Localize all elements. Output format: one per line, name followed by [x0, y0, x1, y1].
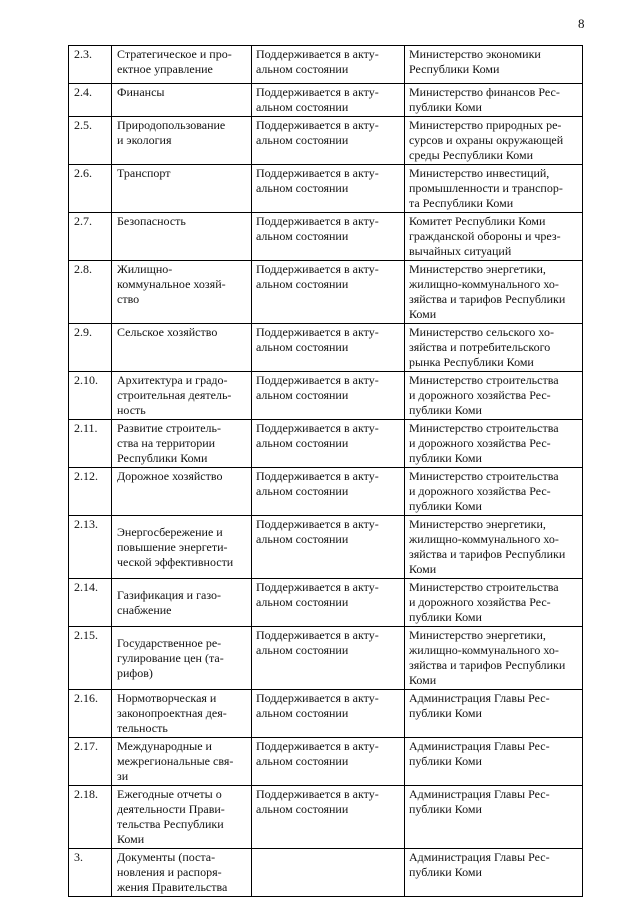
section-name-cell: Дорожное хозяйство [112, 468, 252, 516]
responsible-org-cell: Министерство энергетики, жилищно-коммунального хо- зяйства и тарифов Республики Коми [405, 516, 583, 579]
row-number-cell: 2.18. [69, 786, 112, 849]
responsible-org-cell: Министерство экономики Республики Коми [405, 46, 583, 84]
table-row [69, 849, 583, 897]
table-row [69, 372, 583, 420]
responsible-org-cell: Министерство финансов Рес- публики Коми [405, 84, 583, 117]
section-name-cell: Природопользование и экология [112, 117, 252, 165]
table-row [69, 690, 583, 738]
status-cell: Поддерживается в акту- альном состоянии [252, 690, 405, 738]
table-row [69, 84, 583, 117]
row-number-cell: 2.11. [69, 420, 112, 468]
section-name-cell: Нормотворческая и законопроектная дея- тельность [112, 690, 252, 738]
section-name-cell: Сельское хозяйство [112, 324, 252, 372]
section-name-cell: Стратегическое и про- ектное управление [112, 46, 252, 84]
section-name-cell: Финансы [112, 84, 252, 117]
sections-table [68, 45, 583, 897]
table-row [69, 117, 583, 165]
status-cell: Поддерживается в акту- альном состоянии [252, 261, 405, 324]
status-cell: Поддерживается в акту- альном состоянии [252, 324, 405, 372]
section-name-cell: Безопасность [112, 213, 252, 261]
row-number-cell: 2.6. [69, 165, 112, 213]
table-row [69, 579, 583, 627]
row-number-cell: 2.7. [69, 213, 112, 261]
table-row [69, 261, 583, 324]
status-cell: Поддерживается в акту- альном состоянии [252, 738, 405, 786]
section-name-cell: Газификация и газо- снабжение [112, 579, 252, 627]
section-name-cell: Транспорт [112, 165, 252, 213]
table-row [69, 516, 583, 579]
status-cell: Поддерживается в акту- альном состоянии [252, 84, 405, 117]
table-row [69, 324, 583, 372]
row-number-cell: 2.9. [69, 324, 112, 372]
status-cell: Поддерживается в акту- альном состоянии [252, 372, 405, 420]
responsible-org-cell: Администрация Главы Рес- публики Коми [405, 738, 583, 786]
table-row [69, 420, 583, 468]
status-cell: Поддерживается в акту- альном состоянии [252, 579, 405, 627]
row-number-cell: 2.13. [69, 516, 112, 579]
section-name-cell: Развитие строитель- ства на территории Республики Коми [112, 420, 252, 468]
row-number-cell: 2.4. [69, 84, 112, 117]
section-name-cell: Документы (поста- новления и распоря- жения Правительства [112, 849, 252, 897]
section-name-cell: Энергосбережение и повышение энергети- ческой эффективности [112, 516, 252, 579]
table-body [69, 46, 583, 897]
responsible-org-cell: Администрация Главы Рес- публики Коми [405, 786, 583, 849]
table-row [69, 786, 583, 849]
section-name-cell: Жилищно- коммунальное хозяй- ство [112, 261, 252, 324]
page-number: 8 [578, 16, 585, 31]
status-cell: Поддерживается в акту- альном состоянии [252, 786, 405, 849]
responsible-org-cell: Министерство строительства и дорожного хозяйства Рес- публики Коми [405, 372, 583, 420]
status-cell: Поддерживается в акту- альном состоянии [252, 117, 405, 165]
responsible-org-cell: Министерство строительства и дорожного хозяйства Рес- публики Коми [405, 468, 583, 516]
responsible-org-cell: Министерство энергетики, жилищно-коммунального хо- зяйства и тарифов Республики Коми [405, 261, 583, 324]
table-row [69, 46, 583, 84]
row-number-cell: 2.10. [69, 372, 112, 420]
table-row [69, 627, 583, 690]
status-cell: Поддерживается в акту- альном состоянии [252, 46, 405, 84]
section-name-cell: Государственное ре- гулирование цен (та- рифов) [112, 627, 252, 690]
section-name-cell: Ежегодные отчеты о деятельности Прави- тельства Республики Коми [112, 786, 252, 849]
table-row [69, 165, 583, 213]
table-row [69, 468, 583, 516]
status-cell: Поддерживается в акту- альном состоянии [252, 516, 405, 579]
status-cell: Поддерживается в акту- альном состоянии [252, 468, 405, 516]
row-number-cell: 3. [69, 849, 112, 897]
responsible-org-cell: Министерство строительства и дорожного хозяйства Рес- публики Коми [405, 420, 583, 468]
table-row [69, 738, 583, 786]
section-name-cell: Международные и межрегиональные свя- зи [112, 738, 252, 786]
responsible-org-cell: Администрация Главы Рес- публики Коми [405, 690, 583, 738]
row-number-cell: 2.12. [69, 468, 112, 516]
responsible-org-cell: Министерство энергетики, жилищно-коммунального хо- зяйства и тарифов Республики Коми [405, 627, 583, 690]
row-number-cell: 2.15. [69, 627, 112, 690]
status-cell: Поддерживается в акту- альном состоянии [252, 213, 405, 261]
row-number-cell: 2.17. [69, 738, 112, 786]
responsible-org-cell: Министерство природных ре- сурсов и охраны окружающей среды Республики Коми [405, 117, 583, 165]
responsible-org-cell: Министерство инвестиций, промышленности и транспор- та Республики Коми [405, 165, 583, 213]
responsible-org-cell: Министерство сельского хо- зяйства и потребительского рынка Республики Коми [405, 324, 583, 372]
responsible-org-cell: Администрация Главы Рес- публики Коми [405, 849, 583, 897]
status-cell [252, 849, 405, 897]
responsible-org-cell: Комитет Республики Коми гражданской обороны и чрез- вычайных ситуаций [405, 213, 583, 261]
status-cell: Поддерживается в акту- альном состоянии [252, 420, 405, 468]
row-number-cell: 2.5. [69, 117, 112, 165]
status-cell: Поддерживается в акту- альном состоянии [252, 165, 405, 213]
table-row [69, 213, 583, 261]
row-number-cell: 2.8. [69, 261, 112, 324]
status-cell: Поддерживается в акту- альном состоянии [252, 627, 405, 690]
responsible-org-cell: Министерство строительства и дорожного хозяйства Рес- публики Коми [405, 579, 583, 627]
section-name-cell: Архитектура и градо- строительная деятель- ность [112, 372, 252, 420]
row-number-cell: 2.16. [69, 690, 112, 738]
row-number-cell: 2.3. [69, 46, 112, 84]
row-number-cell: 2.14. [69, 579, 112, 627]
